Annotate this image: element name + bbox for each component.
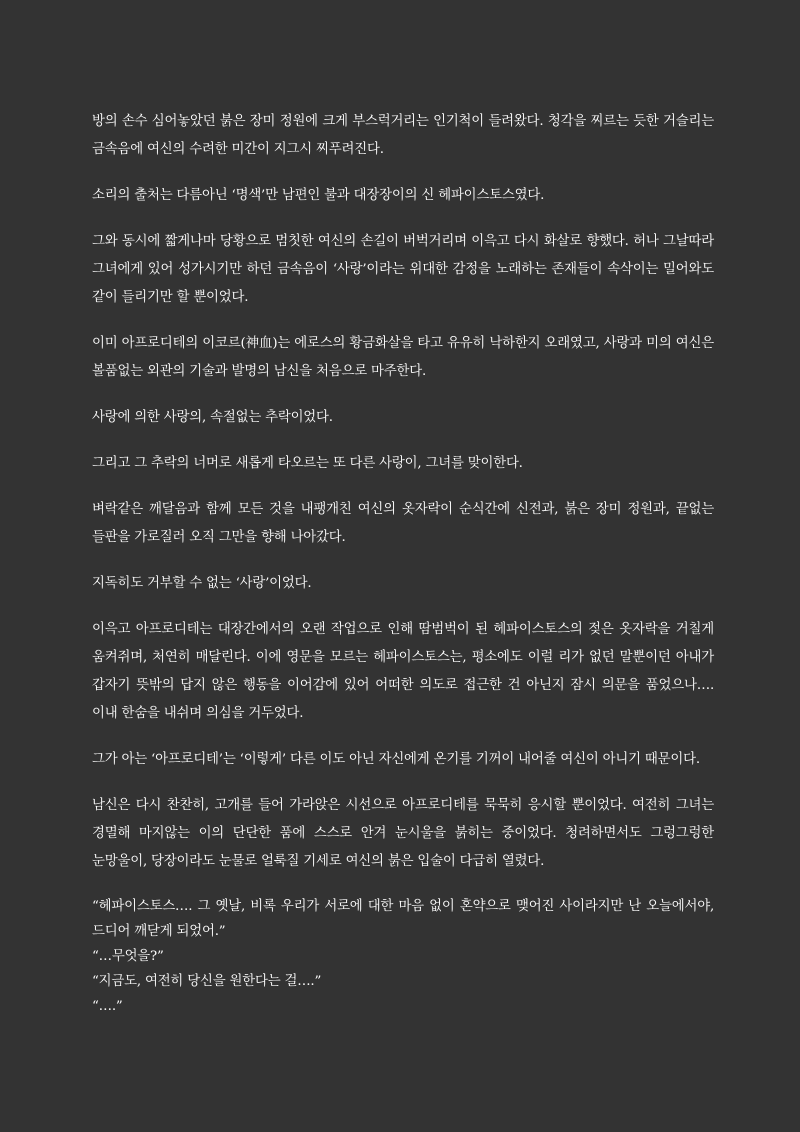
paragraph-3: 그와 동시에 짧게나마 당황으로 멈칫한 여신의 손길이 버벅거리며 이윽고 다시 화살로 향했다. 허나 그날따라 그녀에게 있어 성가시기만 하던 금속음이 ‘사랑’이라는 위대한 감정을 노래하는 존재들이 속삭이는 밀어와도 같이 들리기만 할 뿐이었다. — [92, 234, 714, 305]
dialogue-line-2: “…무엇을?” — [92, 949, 164, 964]
dialogue-block — [92, 894, 714, 1019]
dialogue-line-4: “….” — [92, 999, 123, 1014]
paragraph-1: 방의 손수 심어놓았던 붉은 장미 정원에 크게 부스럭거리는 인기척이 들려왔다. 청각을 찌르는 듯한 거슬리는 금속음에 여신의 수려한 미간이 지그시 찌푸려진다. — [92, 114, 714, 157]
paragraph-2: 소리의 출처는 다름아닌 ‘명색’만 남편인 불과 대장장이의 신 헤파이스토스였다. — [92, 188, 545, 203]
dialogue-line-1: “헤파이스토스…. 그 옛날, 비록 우리가 서로에 대한 마음 없이 혼약으로 맺어진 사이라지만 난 오늘에서야, 드디어 깨닫게 되었어.” — [92, 899, 714, 939]
paragraph-11: 남신은 다시 찬찬히, 고개를 들어 가라앉은 시선으로 아프로디테를 묵묵히 응시할 뿐이었다. 여전히 그녀는 경멸해 마지않는 이의 단단한 품에 스스로 안겨 눈시울을 붉히는 중이었다. 청려하면서도 그렁그렁한 눈망울이, 당장이라도 눈물로 얼룩질 기세로 여신의 붉은 입술이 다급히 열렸다. — [92, 798, 714, 869]
paragraph-8: 지독히도 거부할 수 없는 ‘사랑’이었다. — [92, 576, 312, 591]
dialogue-line-3: “지금도, 여전히 당신을 원한다는 걸….” — [92, 974, 322, 989]
paragraph-4: 이미 아프로디테의 이코르(神血)는 에로스의 황금화살을 타고 유유히 낙하한지 오래였고, 사랑과 미의 여신은 볼품없는 외관의 기술과 발명의 남신을 처음으로 마주한다. — [92, 336, 714, 379]
paragraph-10: 그가 아는 ‘아프로디테’는 ‘이렇게’ 다른 이도 아닌 자신에게 온기를 기꺼이 내어줄 여신이 아니기 때문이다. — [92, 752, 700, 767]
paragraph-5: 사랑에 의한 사랑의, 속절없는 추락이었다. — [92, 410, 333, 425]
paragraph-6: 그리고 그 추락의 너머로 새롭게 타오르는 또 다른 사랑이, 그녀를 맞이한다. — [92, 456, 523, 471]
paragraph-9: 이윽고 아프로디테는 대장간에서의 오랜 작업으로 인해 땀범벅이 된 헤파이스토스의 젖은 옷자락을 거칠게 움켜쥐며, 처연히 매달린다. 이에 영문을 모르는 헤파이스토스는, 평소에도 이럴 리가 없던 말뿐이던 아내가 갑자기 뜻밖의 답지 않은 행동을 이어감에 있어 어떠한 의도로 접근한 건 아닌지 잠시 의문을 품었으나…. 이내 한숨을 내쉬며 의심을 거두었다. — [92, 622, 714, 721]
paragraph-7: 벼락같은 깨달음과 함께 모든 것을 내팽개친 여신의 옷자락이 순식간에 신전과, 붉은 장미 정원과, 끝없는 들판을 가로질러 오직 그만을 향해 나아갔다. — [92, 502, 714, 545]
